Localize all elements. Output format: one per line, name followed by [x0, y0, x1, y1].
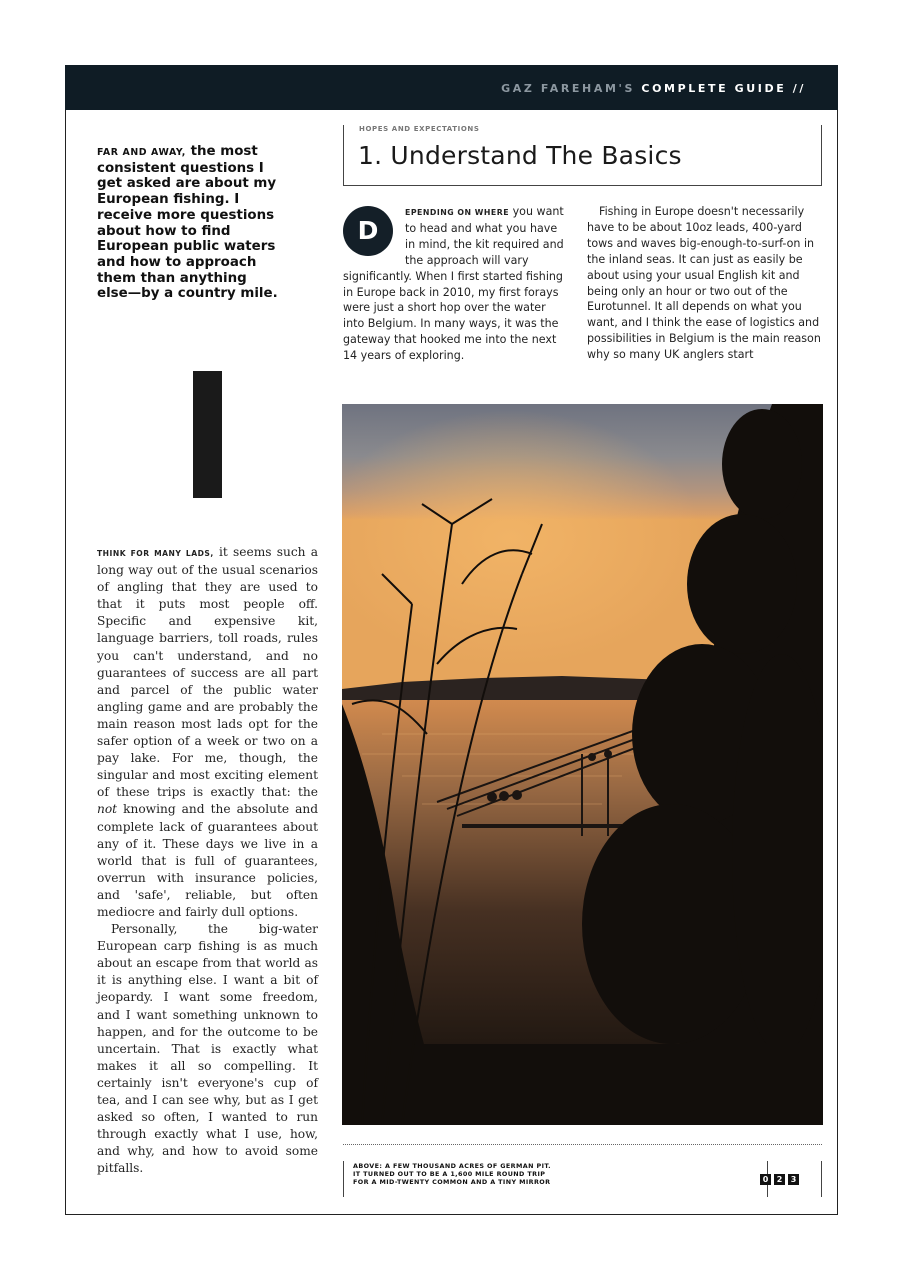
photo-caption — [353, 1162, 653, 1186]
header-bar — [65, 65, 838, 110]
left-paragraph-2: Personally, the big-water European carp fishing is as much about an escape from that world as it is anything else. I want a bit of jeopardy. I want some freedom, and I want something unknown to happen, and for the outcome to be uncertain. That is exactly what makes it all so compelling. It certainly isn't everyone's cup of tea, and I can see why, but as I get asked so often, I wanted to run through exactly what I use, how, and why, and how to avoid some pitfalls. — [97, 922, 318, 1176]
caption-line-3: FOR A MID-TWENTY COMMON AND A TINY MIRROR — [353, 1178, 551, 1187]
photo-illustration — [342, 404, 823, 1125]
left-paragraph-lead: THINK FOR MANY LADS, — [97, 549, 214, 558]
column-1-body: you want to head and what you have in mind, the kit required and the approach will vary significantly. When I first started fishing in Europe back in 2010, my first forays were just a short hop over the water into Belgium. In many ways, it was the gateway that hooked me into the next 14 years of exploring. — [343, 205, 564, 363]
section-title: 1. Understand The Basics — [358, 141, 682, 170]
drop-cap-d: D — [343, 206, 393, 256]
header-title — [501, 82, 806, 95]
section-kicker: HOPES AND EXPECTATIONS — [359, 125, 480, 133]
caption-dotted-rule — [343, 1144, 822, 1145]
sunset-lake-photo — [342, 404, 823, 1125]
column-2-text: Fishing in Europe doesn't necessarily have to be about 10oz leads, 400-yard tows and waves big-enough-to-surf-on in the inland seas. It can just as easily be about using your usual English kit and being only an hour or two out of the Eurotunnel. It all depends on what you want, and I think the ease of logistics and possibilities in Belgium is the main reason why so many UK anglers start — [587, 205, 821, 362]
body-column-1 — [343, 204, 568, 364]
left-paragraph-emphasis: not — [97, 802, 118, 817]
pull-quote-lead: FAR AND AWAY, — [97, 147, 186, 158]
pull-quote — [97, 144, 282, 302]
drop-cap-i — [193, 371, 222, 498]
page-number — [760, 1174, 799, 1185]
page-number-digit: 2 — [774, 1174, 785, 1185]
header-prefix: GAZ FAREHAM'S — [501, 82, 635, 95]
column-1-lead: EPENDING ON WHERE — [405, 208, 510, 217]
left-paragraph-1b: knowing and the absolute and complete lack of guarantees about any of it. These days we live in a world that is full of guarantees, overrun with insurance policies, and 'safe', reliable, but often mediocre and fairly dull options. — [97, 802, 319, 919]
page-number-digit: 3 — [788, 1174, 799, 1185]
page-number-digit: 0 — [760, 1174, 771, 1185]
caption-line-1: ABOVE: A FEW THOUSAND ACRES OF GERMAN PIT. — [353, 1162, 551, 1170]
body-column-2 — [587, 204, 822, 363]
left-paragraph-1 — [97, 544, 318, 921]
caption-line-2: IT TURNED OUT TO BE A 1,600 MILE ROUND TRIP — [353, 1170, 546, 1179]
left-paragraph-1a: it seems such a long way out of the usual scenarios of angling that they are used to that it puts most people off. Specific and expensive kit, language barriers, toll roads, rules you can't understand, and no guarantees of success are all part and parcel of the public water angling game and are probably the main reason most lads opt for the safer option of a week or two on a pay lake. For me, though, the singular and most exciting element of these trips is exactly that: the — [97, 545, 319, 800]
left-column-body — [97, 544, 318, 1177]
header-emphasis: COMPLETE GUIDE // — [641, 82, 806, 95]
pull-quote-text: the most consistent questions I get asked are about my European fishing. I receive more questions about how to find European public waters and how to approach them than anything else—by a country mile. — [97, 144, 278, 302]
